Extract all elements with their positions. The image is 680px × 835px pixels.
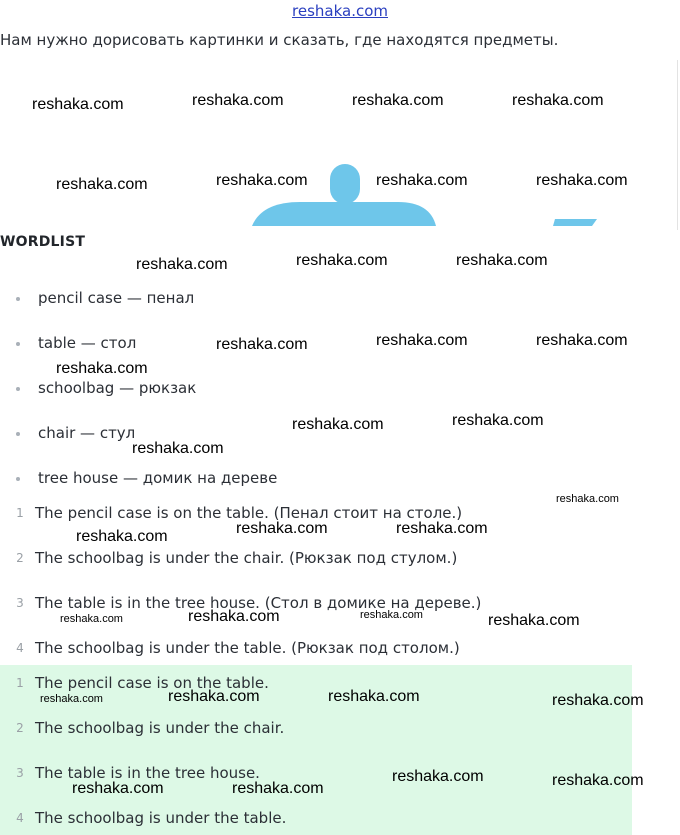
scroll-edge-line	[677, 60, 678, 230]
answer-item	[0, 719, 284, 737]
answer-number: 3	[16, 766, 24, 780]
bullet-dot-icon	[16, 387, 20, 391]
answer-number: 2	[16, 551, 24, 565]
watermark: reshaka.com	[452, 412, 544, 429]
answer-item	[0, 809, 286, 827]
answer-item	[0, 549, 457, 567]
watermark: reshaka.com	[40, 693, 103, 705]
watermark: reshaka.com	[236, 520, 328, 537]
answer-text: The schoolbag is under the table.	[35, 809, 287, 827]
watermark: reshaka.com	[76, 528, 168, 545]
wordlist-item-text: schoolbag — рюкзак	[38, 379, 197, 397]
wordlist-item	[16, 334, 136, 352]
watermark: reshaka.com	[556, 493, 619, 505]
answer-text: The schoolbag is under the table. (Рюкзак под столом.)	[35, 639, 460, 657]
watermark: reshaka.com	[56, 360, 148, 377]
wordlist-item	[16, 379, 196, 397]
watermark: reshaka.com	[512, 92, 604, 109]
answer-number: 1	[16, 676, 24, 690]
watermark: reshaka.com	[352, 92, 444, 109]
watermark: reshaka.com	[60, 613, 123, 625]
intro-text: Нам нужно дорисовать картинки и сказать, где находятся предметы.	[0, 31, 559, 49]
watermark: reshaka.com	[392, 768, 484, 785]
illustration-knob	[330, 164, 360, 204]
answer-number: 4	[16, 641, 24, 655]
watermark: reshaka.com	[376, 332, 468, 349]
wordlist-heading: WORDLIST	[0, 234, 86, 250]
watermark: reshaka.com	[292, 416, 384, 433]
answer-number: 4	[16, 811, 24, 825]
bullet-dot-icon	[16, 477, 20, 481]
answer-number: 1	[16, 506, 24, 520]
illustration-fragment	[553, 219, 597, 226]
answer-item	[0, 504, 462, 522]
bullet-dot-icon	[16, 297, 20, 301]
watermark: reshaka.com	[216, 172, 308, 189]
answer-number: 2	[16, 721, 24, 735]
bullet-dot-icon	[16, 432, 20, 436]
answer-text: The schoolbag is under the chair.	[35, 719, 285, 737]
watermark: reshaka.com	[32, 96, 124, 113]
watermark: reshaka.com	[188, 608, 280, 625]
answer-text: The schoolbag is under the chair. (Рюкзак под стулом.)	[35, 549, 458, 567]
watermark: reshaka.com	[552, 692, 644, 709]
watermark: reshaka.com	[536, 332, 628, 349]
watermark: reshaka.com	[328, 688, 420, 705]
wordlist-item	[16, 424, 135, 442]
wordlist-item	[16, 289, 194, 307]
header-link[interactable]: reshaka.com	[292, 2, 388, 20]
watermark: reshaka.com	[456, 252, 548, 269]
watermark: reshaka.com	[132, 440, 224, 457]
watermark: reshaka.com	[488, 612, 580, 629]
wordlist-item-text: tree house — домик на дереве	[38, 469, 278, 487]
wordlist-item	[16, 469, 277, 487]
bullet-dot-icon	[16, 342, 20, 346]
wordlist-item-text: table — стол	[38, 334, 137, 352]
answer-item	[0, 639, 460, 657]
watermark: reshaka.com	[360, 609, 423, 621]
wordlist-item-text: chair — стул	[38, 424, 136, 442]
watermark: reshaka.com	[296, 252, 388, 269]
watermark: reshaka.com	[56, 176, 148, 193]
watermark: reshaka.com	[376, 172, 468, 189]
illustration-dome	[252, 202, 436, 226]
answer-number: 3	[16, 596, 24, 610]
watermark: reshaka.com	[536, 172, 628, 189]
answer-text: The pencil case is on the table. (Пенал стоит на столе.)	[35, 504, 463, 522]
watermark: reshaka.com	[72, 780, 164, 797]
watermark: reshaka.com	[216, 336, 308, 353]
answer-text: The table is in the tree house. (Стол в домике на дереве.)	[35, 594, 482, 612]
watermark: reshaka.com	[168, 688, 260, 705]
answer-text: The pencil case is on the table.	[35, 674, 269, 692]
watermark: reshaka.com	[552, 772, 644, 789]
watermark: reshaka.com	[136, 256, 228, 273]
watermark: reshaka.com	[192, 92, 284, 109]
watermark: reshaka.com	[396, 520, 488, 537]
watermark: reshaka.com	[232, 780, 324, 797]
answer-text: The table is in the tree house.	[35, 764, 260, 782]
wordlist-item-text: pencil case — пенал	[38, 289, 195, 307]
